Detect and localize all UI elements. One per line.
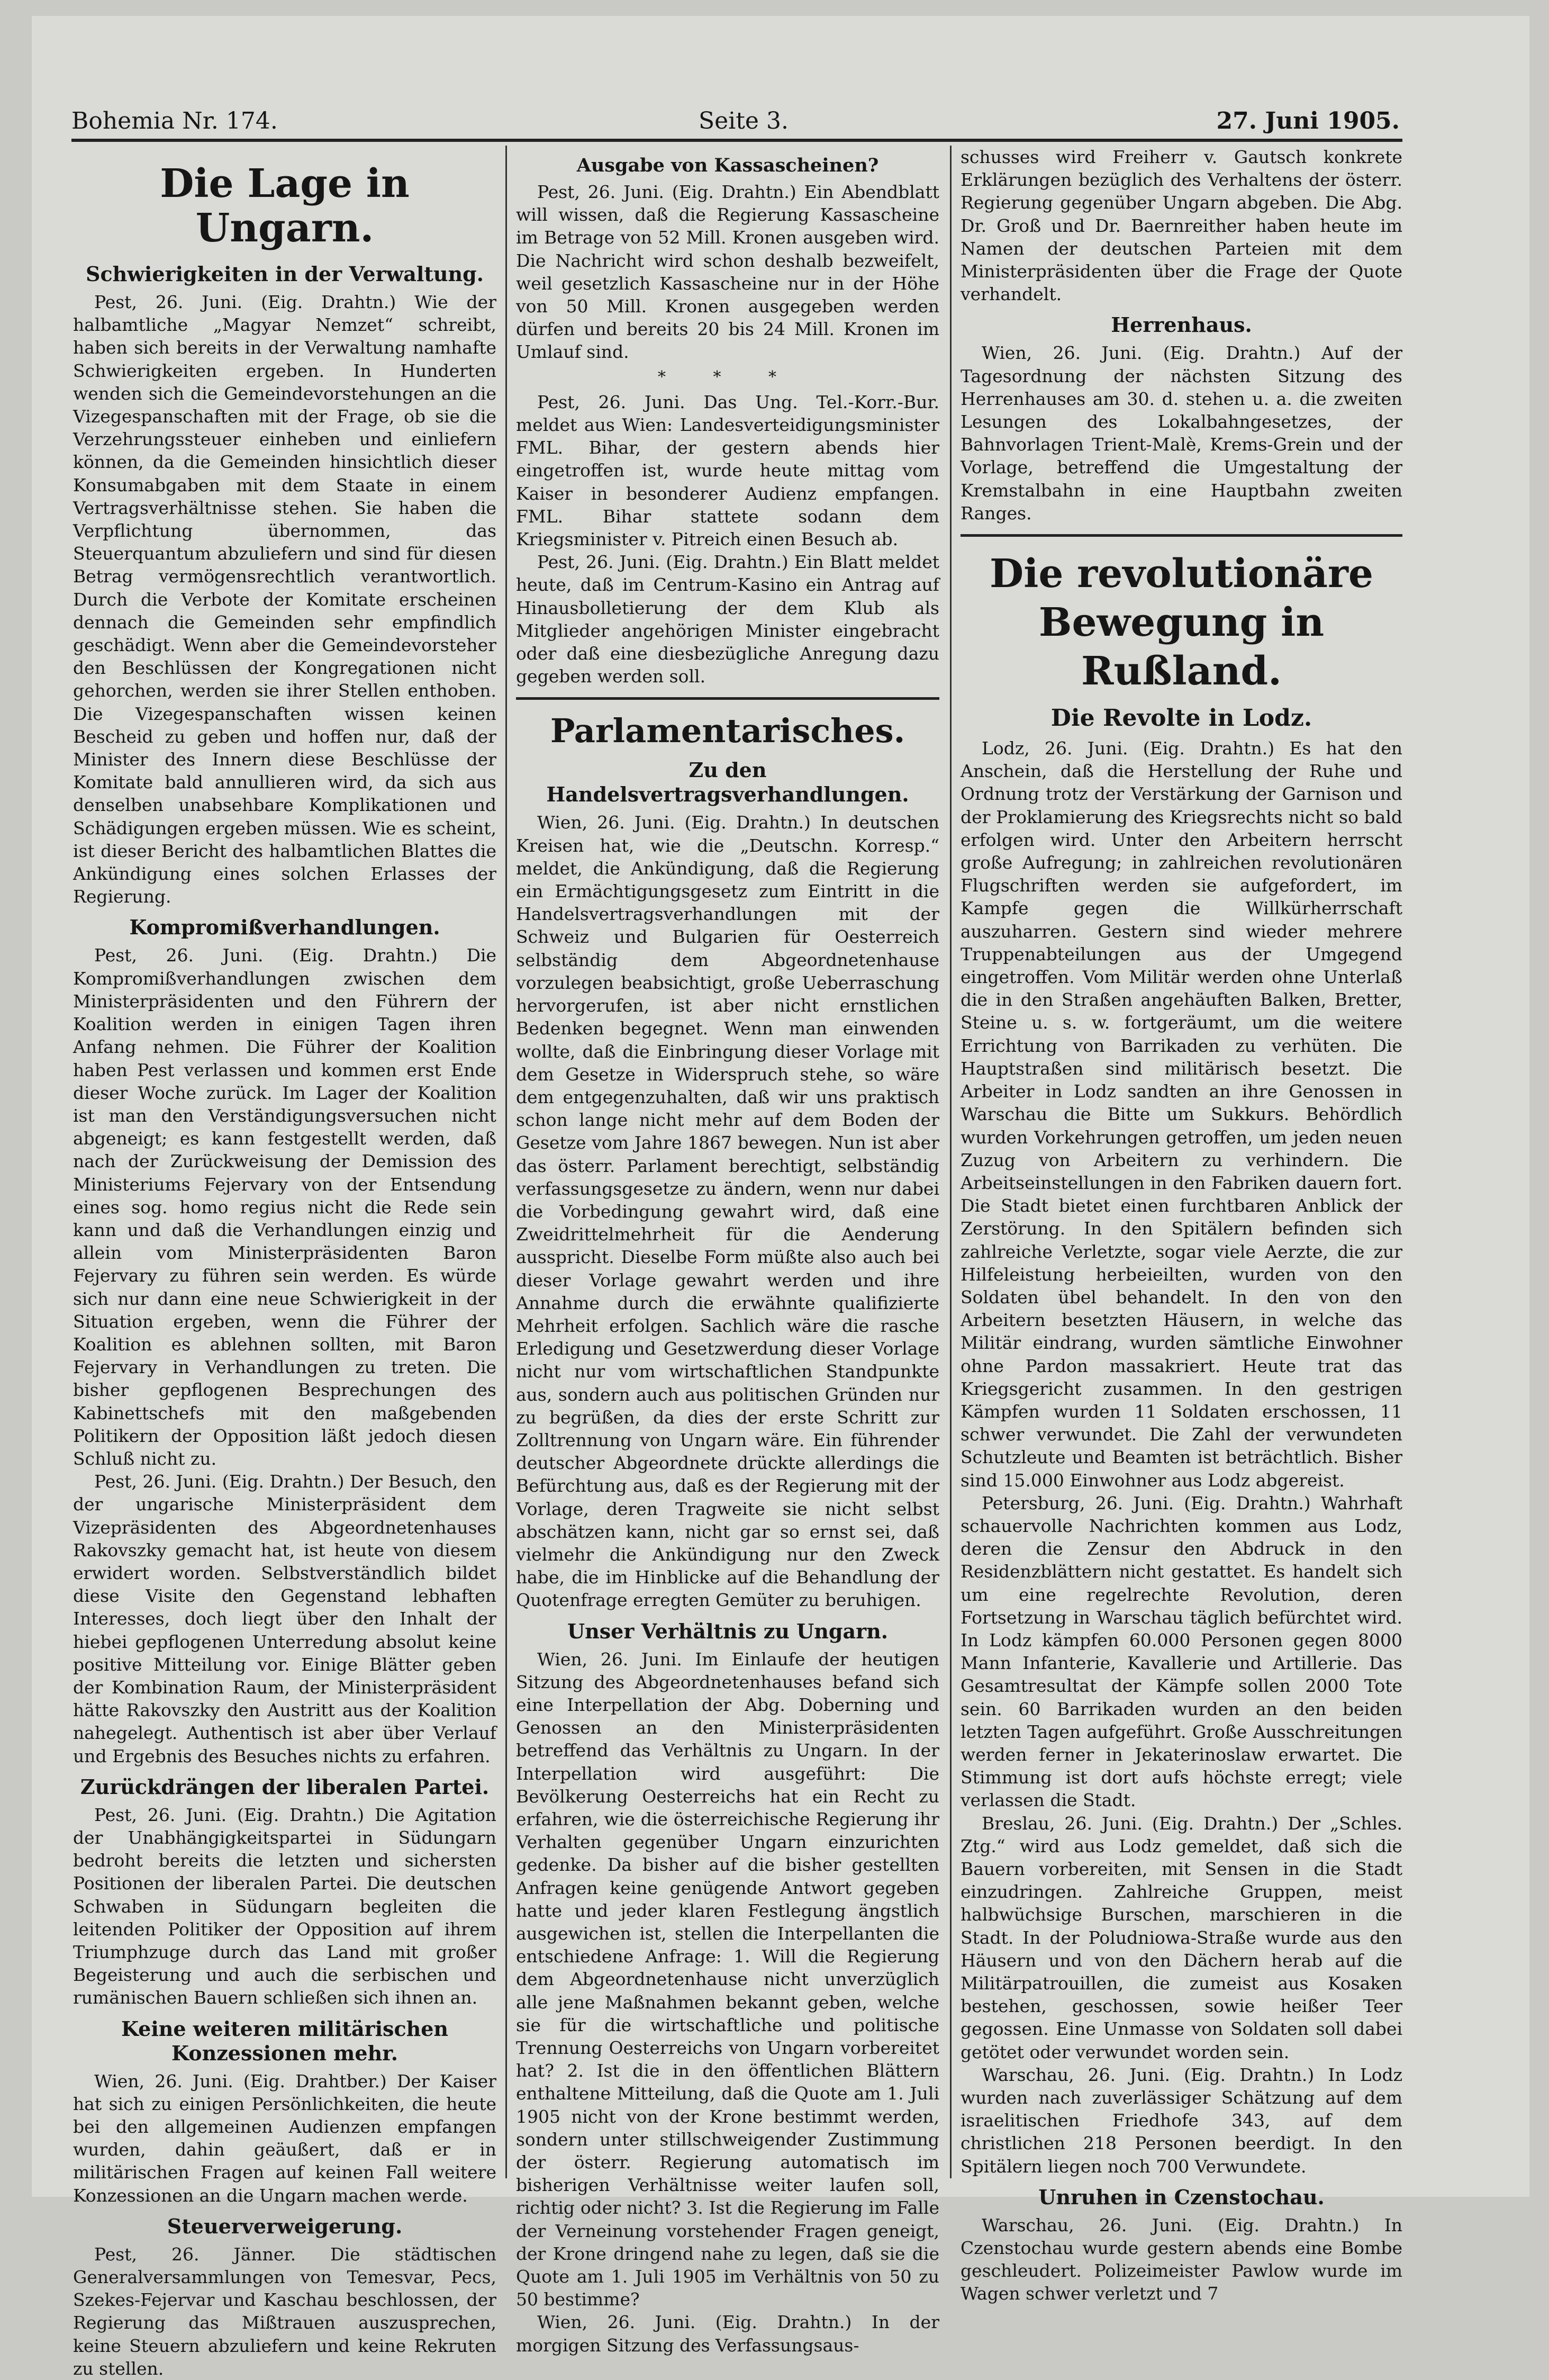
section-heading: Zurückdrängen der liberalen Partei. [80,1774,490,1799]
article-title: Parlamentarisches. [550,711,905,751]
article-paragraph: Breslau, 26. Juni. (Eig. Drahtn.) Der „Schles. Ztg.“ wird aus Lodz gemeldet, daß sich die Bauern vorbereiten, mit Sensen in die Stadt einzudringen. Zahlreiche Gruppen, meist halbwüchsige Burschen, marschieren in die Stadt. In der Poludniowa-Straße wurde aus den Häusern und von den Dächern herab auf die Militärpatrouillen, die zumeist aus Kosaken bestehen, geschossen, sowie heißer Teer gegossen. Eine Unmasse von Soldaten soll dabei getötet oder verwundet worden sein. [961,1813,1402,2062]
column-divider [950,146,952,2178]
article-paragraph: Pest, 26. Juni. (Eig. Drahtn.) Die Agitation der Unabhängigkeitspartei in Südungarn bedroht bereits die letzten und sichersten Positionen der liberalen Partei. Die deutschen Schwaben in Südungarn begleiten die leitenden Politiker der Opposition auf ihrem Triumphzuge durch das Land mit großer Begeisterung und auch die serbischen und rumänischen Bauern schließen sich ihnen an. [73,1804,496,2008]
section-heading: Kompromißverhandlungen. [129,915,440,940]
article-paragraph: Warschau, 26. Juni. (Eig. Drahtn.) In Lodz wurden nach zuverlässiger Schätzung auf dem israelitischen Friedhofe 343, auf dem christlichen 218 Personen beerdigt. In den Spitälern liegen noch 700 Verwundete. [961,2064,1402,2177]
section-heading: Herrenhaus. [1111,313,1252,337]
article-paragraph: Warschau, 26. Juni. (Eig. Drahtn.) In Czenstochau wurde gestern abends eine Bombe geschleudert. Polizeimeister Pawlow wurde im Wagen schwer verletzt und 7 [961,2214,1402,2304]
section-heading: Schwierigkeiten in der Verwaltung. [86,262,484,286]
article-title: Die revolutionäre Bewegung in Rußland. [990,551,1373,695]
section-heading: Ausgabe von Kassascheinen? [576,155,879,176]
section-heading: Unser Verhältnis zu Ungarn. [567,1619,888,1643]
page-number: Seite 3. [699,107,789,134]
article-title: Die Lage in Ungarn. [160,161,410,251]
header-rule [71,139,1402,142]
issue-label: Bohemia Nr. 174. [71,107,278,134]
asterism-separator: * * * [657,367,798,386]
article-paragraph: Petersburg, 26. Juni. (Eig. Drahtn.) Wahrhaft schauervolle Nachrichten kommen aus Lodz, deren die Zensur den Abdruck in den Residenzblättern nicht gestattet. Es handelt sich um eine regelrechte Revolution, deren Fortsetzung in Warschau täglich befürchtet wird. In Lodz kämpfen 60.000 Personen gegen 8000 Mann Infanterie, Kavallerie und Artillerie. Das Gesamtresultat der Kämpfe sollen 2000 Tote sein. 60 Barrikaden wurden an den beiden letzten Tagen aufgeführt. Große Ausschreitungen werden ferner in Jekaterinoslaw erwartet. Die Stimmung ist dort aufs höchste erregt; viele verlassen die Stadt. [961,1492,1402,1811]
article-paragraph: Pest, 26. Juni. (Eig. Drahtn.) Wie der halbamtliche „Magyar Nemzet“ schreibt, haben sich bereits in der Verwaltung namhafte Schwierigkeiten ergeben. In Hunderten wenden sich die Gemeindevorstehungen an die Vizegespanschaften mit der Frage, ob sie die Verzehrungssteuer einheben und einliefern können, da die Gemeinden hinsichtlich dieser Konsumabgaben mit dem Staate in einem Vertragsverhältnisse stehen. Sie haben die Verpflichtung übernommen, das Steuerquantum abzuliefern und sind für diesen Betrag vermögensrechtlich verantwortlich. Durch die Verbote der Komitate erscheinen dennach die Gemeinden sehr empfindlich geschädigt. Wenn aber die Gemeindevorsteher den Beschlüssen der Kongregationen nicht gehorchen, werden sie ihrer Stellen enthoben. Die Vizegespanschaften wissen keinen Bescheid zu geben und hoffen nur, daß der Minister des Innern diese Beschlüsse der Komitate bald annullieren wird, da sich aus denselben unabsehbare Komplikationen und Schädigungen ergeben müssen. Wie es scheint, ist dieser Bericht des halbamtlichen Blattes die Ankündigung eines solchen Erlasses der Regierung. [73,292,496,907]
page-header [71,103,1400,140]
issue-date: 27. Juni 1905. [1216,107,1400,134]
article-paragraph: Wien, 26. Juni. Im Einlaufe der heutigen Sitzung des Abgeordnetenhauses befand sich eine Interpellation der Abg. Doberning und Genossen an den Ministerpräsidenten betreffend das Verhältnis zu Ungarn. In der Interpellation wird ausgeführt: Die Bevölkerung Oesterreichs hat ein Recht zu erfahren, wie die österreichische Regierung ihr Verhalten gegenüber Ungarn einzurichten gedenke. Da bisher auf die bisher gestellten Anfragen keine genügende Antwort gegeben hatte und jeder klaren Festlegung ängstlich ausgewichen ist, stellen die Interpellanten die entschiedene Anfrage: 1. Will die Regierung dem Abgeordnetenhause nicht unverzüglich alle jene Maßnahmen bekannt geben, welche sie für die wirtschaftliche und politische Trennung Oesterreichs von Ungarn vorbereitet hat? 2. Ist die in den öffentlichen Blättern enthaltene Mitteilung, daß die Quote am 1. Juli 1905 nicht von der Krone bestimmt werden, sondern unter stillschweigender Zustimmung der österr. Regierung automatisch im bisherigen Verhältnisse weiter laufen soll, richtig oder nicht? 3. Ist die Regierung im Falle der Verneinung vorstehender Fragen geneigt, der Krone dringend nahe zu legen, daß sie die Quote am 1. Juli 1905 im Verhältnis von 50 zu 50 bestimme? [516,1648,939,2310]
column-3 [961,146,1402,2304]
article-paragraph: Wien, 26. Juni. (Eig. Drahtn.) Auf der Tagesordnung der nächsten Sitzung des Herrenhauses am 30. d. stehen u. a. die zweiten Lesungen des Lokalbahngesetzes, der Bahnvorlagen Trient-Malè, Krems-Grein und der Vorlage, betreffend die Umgestaltung der Kremstalbahn in eine Hauptbahn zweiten Ranges. [961,342,1402,524]
column-1 [73,146,496,2379]
section-rule [961,534,1402,537]
article-paragraph: Lodz, 26. Juni. (Eig. Drahtn.) Es hat den Anschein, daß die Herstellung der Ruhe und Ordnung trotz der Verstärkung der Garnison und der Proklamierung des Kriegsrechts nicht so bald erfolgen wird. Unter den Arbeitern herrscht große Aufregung; in zahlreichen revolutionären Flugschriften werden sie aufgefordert, im Kampfe gegen die Willkürherrschaft auszuharren. Gestern sind wieder mehrere Truppenabteilungen aus der Umgegend eingetroffen. Vom Militär werden ohne Unterlaß die in den Straßen angehäuften Balken, Bretter, Steine u. s. w. fortgeräumt, um die weitere Errichtung von Barrikaden zu verhüten. Die Hauptstraßen sind militärisch besetzt. Die Arbeiter in Lodz sandten an ihre Genossen in Warschau die Bitte um Sukkurs. Behördlich wurden Vorkehrungen getroffen, um jeden neuen Zuzug von Arbeitern zu verhindern. Die Arbeitseinstellungen in den Fabriken dauern fort. Die Stadt bietet einen furchtbaren Anblick der Zerstörung. In den Spitälern befinden sich zahlreiche Verletzte, sogar viele Aerzte, die zur Hilfeleistung herbeieilten, wurden von den Soldaten übel behandelt. In den von den Arbeitern besetzten Häusern, in welche das Militär eindrang, wurden sämtliche Einwohner ohne Pardon massakriert. Heute trat das Kriegsgericht zusammen. In den gestrigen Kämpfen wurden 11 Soldaten erschossen, 11 schwer verwundet. Die Zahl der verwundeten Schutzleute und Beamten ist beträchtlich. Bisher sind 15.000 Einwohner aus Lodz abgereist. [961,738,1402,1491]
article-paragraph: Pest, 26. Juni. (Eig. Drahtn.) Ein Abendblatt will wissen, daß die Regierung Kassascheine im Betrage von 52 Mill. Kronen ausgeben wird. Die Nachricht wird schon deshalb bezweifelt, weil gesetzlich Kassascheine nur in der Höhe von 50 Mill. Kronen ausgegeben werden dürfen und bereits 20 bis 24 Mill. Kronen im Umlauf sind. [516,182,939,363]
section-heading: Zu den Handelsvertragsverhandlungen. [546,758,909,807]
article-paragraph: Wien, 26. Juni. (Eig. Drahtn.) In der morgigen Sitzung des Verfassungsaus- [516,2312,939,2356]
article-paragraph: Wien, 26. Juni. (Eig. Drahtn.) In deutschen Kreisen hat, wie die „Deutschn. Korresp.“ meldet, die Ankündigung, daß die Regierung ein Ermächtigungsgesetz zum Eintritt in die Handelsvertragsverhandlungen mit der Schweiz und Bulgarien für Oesterreich selbständig dem Abgeordnetenhause vorzulegen beabsichtigt, große Ueberraschung hervorgerufen, ist aber nicht ernstlichen Bedenken begegnet. Wenn man einwenden wollte, daß die Einbringung dieser Vorlage mit dem Gesetze in Widerspruch stehe, so wäre dem entgegenzuhalten, daß wir uns praktisch schon lange nicht mehr auf dem Boden der Gesetze vom Jahre 1867 bewegen. Nun ist aber das österr. Parlament berechtigt, selbständig verfassungsgesetze zu ändern, wenn nur dabei die Vorbedingung gewahrt wird, daß eine Zweidrittelmehrheit für die Aenderung ausspricht. Dieselbe Form müßte also auch bei dieser Vorlage gewahrt werden und ihre Annahme durch die erwähnte qualifizierte Mehrheit erfolgen. Sachlich wäre die rasche Erledigung und Gesetzwerdung dieser Vorlage nicht nur vom wirtschaftlichen Standpunkte aus, sondern auch aus politischen Gründen nur zu begrüßen, da dies der erste Schritt zur Zolltrennung von Ungarn wäre. Ein führender deutscher Abgeordnete drückte allerdings die Befürchtung aus, daß es der Regierung mit der Vorlage, deren Tragweite sie nicht selbst abschätzen kann, nicht gar so ernst sei, daß vielmehr die Ankündigung nur den Zweck habe, die im Hinblicke auf die Behandlung der Quotenfrage erregten Gemüter zu beruhigen. [516,812,939,1611]
article-paragraph: Pest, 26. Juni. (Eig. Drahtn.) Der Besuch, den der ungarische Ministerpräsident dem Vizepräsidenten des Abgeordnetenhauses Rakovszky gemacht hat, ist heute von diesem erwidert worden. Selbstverständlich bildet diese Visite den Gegenstand lebhaften Interesses, doch liegt über den Inhalt der hiebei gepflogenen Unterredung absolut keine positive Mitteilung vor. Einige Blätter geben der Kombination Raum, der Ministerpräsident hätte Rakovszky den Austritt aus der Koalition nahegelegt. Authentisch ist aber über Verlauf und Ergebnis des Besuches nichts zu erfahren. [73,1471,496,1766]
article-paragraph: Pest, 26. Juni. Das Ung. Tel.-Korr.-Bur. meldet aus Wien: Landesverteidigungsminister FML. Bihar, der gestern abends hier eingetroffen ist, wurde heute mittag vom Kaiser in besonderer Audienz empfangen. FML. Bihar stattete sodann dem Kriegsminister v. Pitreich einen Besuch ab. [516,391,939,550]
article-paragraph: Pest, 26. Juni. (Eig. Drahtn.) Ein Blatt meldet heute, daß im Centrum-Kasino ein Antrag auf Hinausbolletierung der dem Klub als Mitglieder angehörigen Minister eingebracht oder daß eine diesbezügliche Anregung dazu gegeben werden soll. [516,552,939,687]
article-paragraph: Pest, 26. Jänner. Die städtischen Generalversammlungen von Temesvar, Pecs, Szekes-Fejervar und Kaschau beschlossen, der Regierung das Mißtrauen auszusprechen, keine Steuern abzuliefern und keine Rekruten zu stellen. [73,2243,496,2379]
column-divider [505,146,507,2178]
column-2 [516,146,939,2356]
section-heading: Steuerverweigerung. [167,2214,403,2238]
article-paragraph: Pest, 26. Juni. (Eig. Drahtn.) Die Kompromißverhandlungen zwischen dem Ministerpräsidenten und den Führern der Koalition werden in einigen Tagen ihren Anfang nehmen. Die Führer der Koalition haben Pest verlassen und kommen erst Ende dieser Woche zurück. Im Lager der Koalition ist man den Verständigungsversuchen nicht abgeneigt; es kann festgestellt werden, daß nach der Zurückweisung der Demission des Ministeriums Fejervary von der Entsendung eines sog. homo regius nicht die Rede sein kann und daß die Verhandlungen einzig und allein vom Ministerpräsidenten Baron Fejervary zu führen sein werden. Es würde sich nur dann eine neue Schwierigkeit in der Situation ergeben, wenn die Führer der Koalition es ablehnen sollten, mit Baron Fejervary in Verhandlungen zu treten. Die bisher gepflogenen Besprechungen des Kabinettschefs mit den maßgebenden Politikern der Opposition läßt jedoch diesen Schluß nicht zu. [73,945,496,1469]
section-heading: Die Revolte in Lodz. [1050,705,1312,732]
section-heading: Keine weiteren militärischen Konzessionen mehr. [121,2016,449,2065]
article-paragraph: schusses wird Freiherr v. Gautsch konkrete Erklärungen bezüglich des Verhaltens der österr. Regierung gegenüber Ungarn abgeben. Die Abg. Dr. Groß und Dr. Baernreither haben heute im Namen der deutschen Parteien mit dem Ministerpräsidenten über die Frage der Quote verhandelt. [961,147,1402,305]
article-paragraph: Wien, 26. Juni. (Eig. Drahtber.) Der Kaiser hat sich zu einigen Persönlichkeiten, die heute bei den allgemeinen Audienzen empfangen wurden, dahin geäußert, daß er in militärischen Fragen auf keinen Fall weitere Konzessionen an die Ungarn machen werde. [73,2070,496,2206]
section-heading: Unruhen in Czenstochau. [1038,2185,1325,2209]
section-rule [516,697,939,700]
